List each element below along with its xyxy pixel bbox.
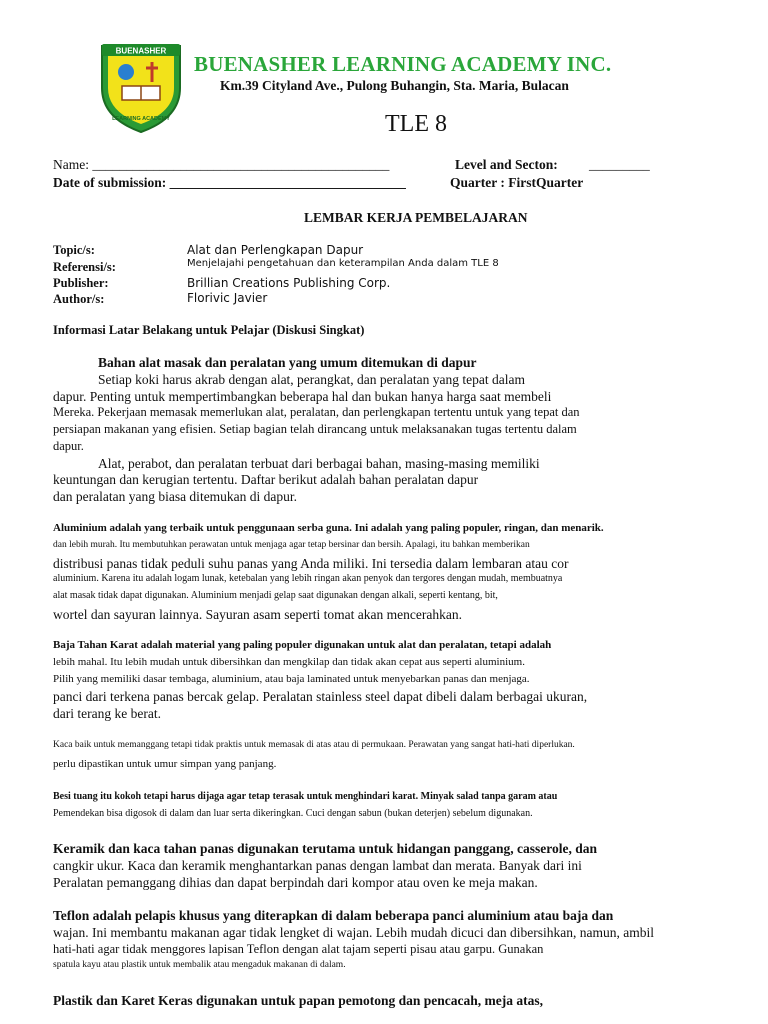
paragraph-line: spatula kayu atau plastik untuk membalik atau mengaduk makanan di dalam. [53,960,346,970]
worksheet-title: LEMBAR KERJA PEMBELAJARAN [304,210,528,225]
paragraph-line: cangkir ukur. Kaca dan keramik menghantarkan panas dengan lambat dan merata. Banyak dari ini [53,858,582,873]
paragraph-line: dan peralatan yang biasa ditemukan di dapur. [53,489,298,504]
paragraph-line: Pemendekan bisa digosok di dalam dan luar serta dikeringkan. Cuci dengan sabun (bukan deterjen) sebelum digunakan. [53,808,533,819]
topic-value: Alat dan Perlengkapan Dapur [187,243,364,257]
logo-text-bottom: LEARNING ACADEMY [112,116,170,122]
plastic-heading: Plastik dan Karet Keras digunakan untuk papan pemotong dan pencacah, meja atas, [53,993,543,1008]
publisher-label: Publisher: [53,276,109,290]
intro-heading: Bahan alat masak dan peralatan yang umum ditemukan di dapur [98,355,477,370]
paragraph-line: dari terang ke berat. [53,706,161,721]
paragraph-line: persiapan makanan yang efisien. Setiap bagian telah dirancang untuk melaksanakan tugas tertentu dalam [53,422,577,436]
school-logo [92,38,190,134]
teflon-heading: Teflon adalah pelapis khusus yang diterapkan di dalam beberapa panci aluminium atau baja dan [53,908,614,923]
name-field-label: Name: ____________________________________________ [53,157,390,172]
paragraph-line: hati-hati agar tidak menggores lapisan Teflon dengan alat tajam seperti pisau atau garpu. Gunakan [53,942,544,956]
subject-title: TLE 8 [385,111,447,137]
quarter-label: Quarter : FirstQuarter [450,175,584,190]
paragraph-line: Setiap koki harus akrab dengan alat, perangkat, dan peralatan yang tepat dalam [98,372,525,387]
paragraph-line: Alat, perabot, dan peralatan terbuat dari berbagai bahan, masing-masing memiliki [98,456,540,471]
reference-value: Menjelajahi pengetahuan dan keterampilan Anda dalam TLE 8 [187,258,499,269]
paragraph-line: Mereka. Pekerjaan memasak memerlukan alat, peralatan, dan perlengkapan tertentu untuk yang tepat dan [53,405,580,419]
date-field-label: Date of submission: ___________________________________ [53,175,406,190]
ceramic-heading: Keramik dan kaca tahan panas digunakan terutama untuk hidangan panggang, casserole, dan [53,841,598,856]
topic-label: Topic/s: [53,243,95,257]
paragraph-line: dapur. [53,439,84,453]
school-name: BUENASHER LEARNING ACADEMY INC. [194,52,612,76]
steel-heading: Baja Tahan Karat adalah material yang paling populer digunakan untuk alat dan peralatan, tetapi adalah [53,639,552,651]
paragraph-line: lebih mahal. Itu lebih mudah untuk dibersihkan dan mengkilap dan tidak akan cepat aus seperti aluminium. [53,656,525,668]
paragraph-line: perlu dipastikan untuk umur simpan yang panjang. [53,758,277,770]
paragraph-line: dan lebih murah. Itu membutuhkan perawatan untuk menjaga agar tetap bersinar dan bersih. Apalagi, itu bahkan memberikan [53,540,530,550]
paragraph-line: dapur. Penting untuk mempertimbangkan beberapa hal dan bukan hanya harga saat membeli [53,389,552,404]
paragraph-line: Kaca baik untuk memanggang tetapi tidak praktis untuk memasak di atas atau di permukaan. Perawatan yang sangat hati-hati diperlukan. [53,740,575,750]
paragraph-line: distribusi panas tidak peduli suhu panas yang Anda miliki. Ini tersedia dalam lembaran atau cor [53,556,569,571]
author-value: Florivic Javier [187,291,268,305]
school-address: Km.39 Cityland Ave., Pulong Buhangin, Sta. Maria, Bulacan [220,78,569,93]
section-heading: Informasi Latar Belakang untuk Pelajar (Diskusi Singkat) [53,323,365,337]
logo-text-top: BUENASHER [115,46,167,56]
level-blank: _________ [589,157,650,172]
author-label: Author/s: [53,292,105,306]
paragraph-line: panci dari terkena panas bercak gelap. Peralatan stainless steel dapat dibeli dalam berbagai ukuran, [53,689,588,704]
paragraph-line: aluminium. Karena itu adalah logam lunak, ketebalan yang lebih ringan akan penyok dan tergores dengan mudah, membuatnya [53,573,563,584]
aluminium-heading: Aluminium adalah yang terbaik untuk penggunaan serba guna. Ini adalah yang paling populer, ringan, dan menarik. [53,522,604,534]
paragraph-line: keuntungan dan kerugian tertentu. Daftar berikut adalah bahan peralatan dapur [53,472,479,487]
paragraph-line: wajan. Ini membantu makanan agar tidak lengket di wajan. Lebih mudah dicuci dan dibersihkan, namun, ambil [53,925,654,940]
paragraph-line: wortel dan sayuran lainnya. Sayuran asam seperti tomat akan mencerahkan. [53,607,462,622]
publisher-value: Brillian Creations Publishing Corp. [187,276,391,290]
level-label: Level and Secton: [455,157,558,172]
paragraph-line: Peralatan pemanggang dihias dan dapat berpindah dari kompor atau oven ke meja makan. [53,875,538,890]
iron-heading: Besi tuang itu kokoh tetapi harus dijaga agar tetap terasak untuk menghindari karat. Minyak salad tanpa garam atau [53,791,558,802]
reference-label: Referensi/s: [53,260,116,274]
paragraph-line: Pilih yang memiliki dasar tembaga, aluminium, atau baja laminated untuk menyebarkan panas dan menjaga. [53,673,530,685]
paragraph-line: alat masak tidak dapat digunakan. Aluminium menjadi gelap saat digunakan dengan alkali, seperti kentang, bit, [53,590,498,601]
